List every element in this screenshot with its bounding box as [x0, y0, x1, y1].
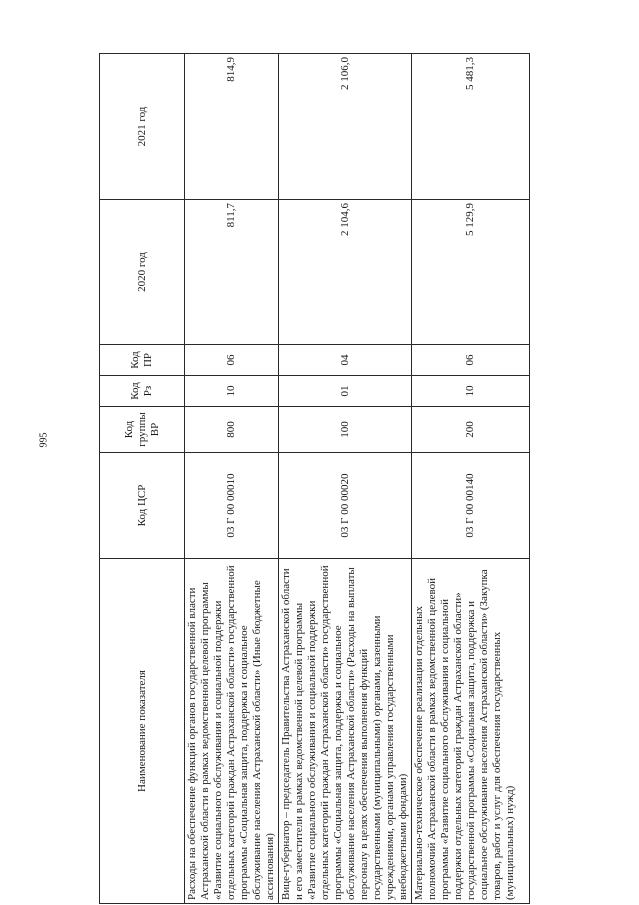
table-row: [412, 54, 530, 904]
row-vr: 800: [185, 407, 279, 453]
row-2021: 2 106,0: [279, 54, 412, 200]
row-name: Вице-губернатор – председатель Правительства Астраханской области и его заместители в рамках ведомственной целевой программы «Развитие социального обслуживания и социальной поддержки отдельных категорий граждан Астраханской области» государственной программы «Социальная защита, поддержка и социальное обслуживание населения Астраханской области» (Расходы на выплаты персоналу в целях обеспечения выполнения функций государственными (муниципальными) органами, казенными учреждениями, органами управления государственными внебюджетными фондами): [279, 559, 412, 904]
table-header-row: [100, 54, 185, 904]
row-name: Материально-техническое обеспечение реализации отдельных полномочий Астраханской области в рамках ведомственной целевой программы «Развитие социального обслуживания и социальной поддержки отдельных категорий граждан Астраханской области» государственной программы «Социальная защита, поддержка и социальное обслуживание населения Астраханской области» (Закупка товаров, работ и услуг для обеспечения государственных (муниципальных) нужд): [412, 559, 530, 904]
row-csr: 03 Г 00 00010: [185, 453, 279, 559]
row-pr: 06: [412, 345, 530, 376]
header-name: Наименование показателя: [100, 559, 185, 904]
row-rz: 01: [279, 376, 412, 407]
row-rz: 10: [185, 376, 279, 407]
row-csr: 03 Г 00 00140: [412, 453, 530, 559]
budget-table: [99, 53, 530, 904]
page-number: 995: [38, 432, 50, 448]
table-row: [279, 54, 412, 904]
header-pr: Код ПР: [100, 345, 185, 376]
header-csr: Код ЦСР: [100, 453, 185, 559]
row-name: Расходы на обеспечение функций органов государственной власти Астраханской области в рамках ведомственной целевой программы «Развитие социального обслуживания и социальной поддержки отдельных категорий граждан Астраханской области» государственной программы «Социальная защита, поддержка и социальное обслуживание населения Астраханской области» (Иные бюджетные ассигнования): [185, 559, 279, 904]
row-pr: 04: [279, 345, 412, 376]
row-pr: 06: [185, 345, 279, 376]
row-csr: 03 Г 00 00020: [279, 453, 412, 559]
row-2020: 811,7: [185, 200, 279, 345]
row-2020: 5 129,9: [412, 200, 530, 345]
header-2021: 2021 год: [100, 54, 185, 200]
row-rz: 10: [412, 376, 530, 407]
rotated-table-container: [99, 54, 523, 904]
header-2020: 2020 год: [100, 200, 185, 345]
row-vr: 100: [279, 407, 412, 453]
row-2021: 5 481,3: [412, 54, 530, 200]
row-2020: 2 104,6: [279, 200, 412, 345]
table-row: [185, 54, 279, 904]
row-2021: 814,9: [185, 54, 279, 200]
row-vr: 200: [412, 407, 530, 453]
header-vr: Код группы ВР: [100, 407, 185, 453]
header-rz: Код Рз: [100, 376, 185, 407]
